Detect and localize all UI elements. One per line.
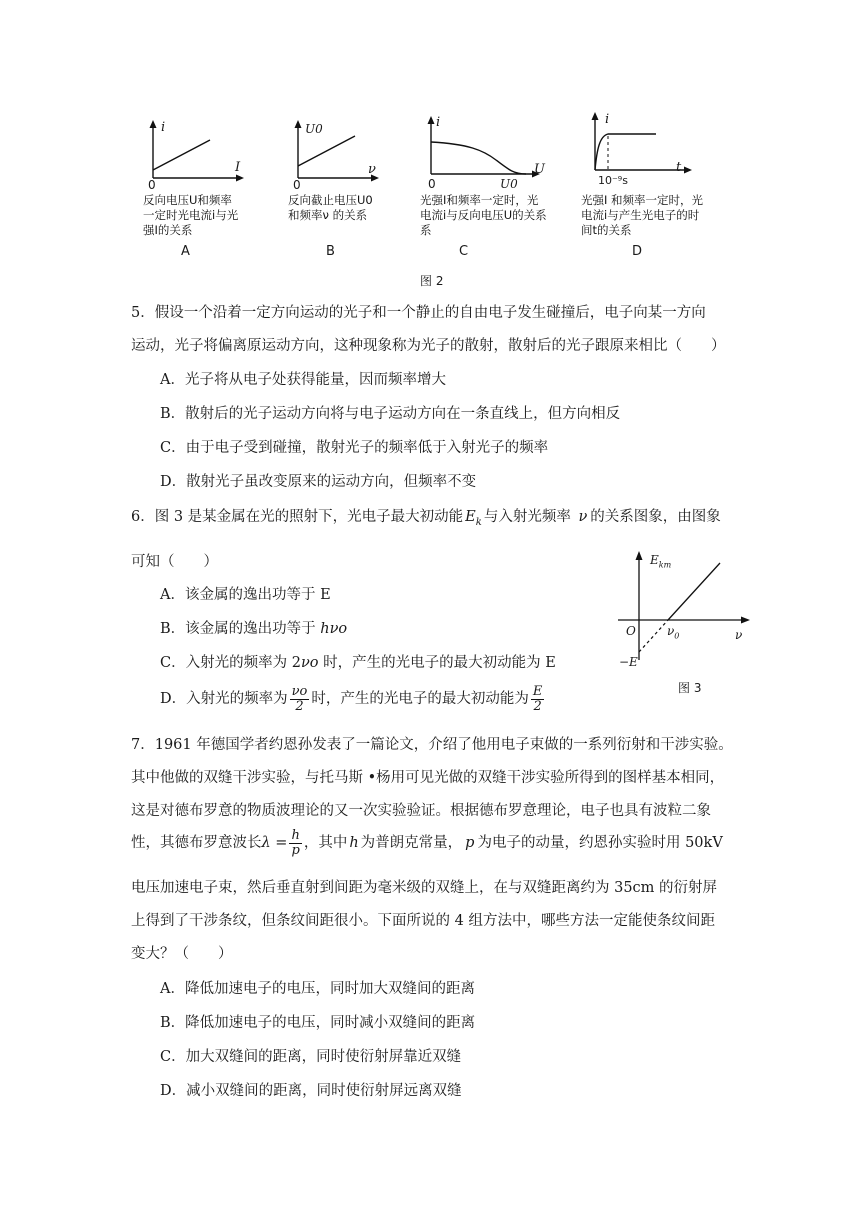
graph-d-x-label: t bbox=[676, 160, 682, 175]
figure-3-origin: O bbox=[626, 624, 636, 638]
graph-d bbox=[582, 108, 702, 180]
graph-a-y-label: i bbox=[161, 120, 166, 135]
q7-line1: 7．1961 年德国学者约恩孙发表了一篇论文，介绍了他用电子束做的一系列衍射和干涉实验。 bbox=[131, 737, 733, 753]
q7-line2: 其中他做的双缝干涉实验，与托马斯 •杨用可见光做的双缝干涉实验所得到的图样基本相同， bbox=[131, 770, 725, 786]
figure-3-y-label: $E_{km}$ bbox=[650, 553, 672, 570]
graph-b-letter: B bbox=[326, 244, 335, 259]
graph-c-y-label: i bbox=[436, 115, 441, 130]
figure-3-caption: 图 3 bbox=[678, 681, 702, 695]
graph-b-y-label: U0 bbox=[305, 122, 323, 136]
graph-d-y-label: i bbox=[605, 112, 610, 127]
figure-2-caption: 图 2 bbox=[420, 274, 444, 288]
graph-a-origin: 0 bbox=[148, 178, 156, 192]
q7-line7: 变大？（ ） bbox=[131, 946, 233, 962]
q5-option-a: A．光子将从电子处获得能量，因而频率增大 bbox=[160, 372, 446, 388]
q5-stem-line1: 5．假设一个沿着一定方向运动的光子和一个静止的自由电子发生碰撞后，电子向某一方向 bbox=[131, 305, 706, 321]
q6-option-c: C．入射光的频率为 2νo 时，产生的光电子的最大初动能为 E bbox=[160, 655, 556, 671]
q5-stem-line2: 运动，光子将偏离原运动方向，这种现象称为光子的散射，散射后的光子跟原来相比（ ） bbox=[131, 338, 726, 354]
figure-3-x-label: ν bbox=[735, 628, 743, 642]
graph-c-origin: 0 bbox=[428, 177, 436, 191]
q7-option-c: C．加大双缝间的距离，同时使衍射屏靠近双缝 bbox=[160, 1049, 462, 1065]
q7-line3: 这是对德布罗意的物质波理论的又一次实验验证。根据德布罗意理论，电子也具有波粒二象 bbox=[131, 803, 711, 819]
figure-3-nu0: $\nu_0$ bbox=[667, 624, 680, 641]
graph-d-caption: 光强I 和频率一定时，光 电流i与产生光电子的时 间t的关系 bbox=[581, 193, 704, 237]
graph-a-letter: A bbox=[181, 244, 190, 259]
graph-a-x-label: I bbox=[235, 160, 241, 175]
q6-option-b: B．该金属的逸出功等于 hνo bbox=[160, 621, 348, 637]
graph-d-time-mark: 10⁻⁹s bbox=[598, 174, 628, 187]
graph-d-letter: D bbox=[632, 244, 643, 259]
q7-option-b: B．降低加速电子的电压，同时减小双缝间的距离 bbox=[160, 1015, 476, 1031]
q7-line4: 性，其德布罗意波长λ = $\frac{h}{p}$ ，其中 h 为普朗克常量， p 为电子的动量，约恩孙实验时用 50kV bbox=[131, 827, 723, 858]
graph-c-u0-mark: U0 bbox=[500, 177, 518, 191]
figure-3-graph bbox=[610, 548, 760, 670]
q5-option-b: B．散射后的光子运动方向将与电子运动方向在一条直线上，但方向相反 bbox=[160, 406, 621, 422]
q6-option-a: A．该金属的逸出功等于 E bbox=[160, 587, 331, 603]
graph-b-caption: 反向截止电压U0 和频率ν 的关系 bbox=[288, 193, 373, 222]
q6-option-d: D．入射光的频率为 $\frac{\nu o}{2}$ 时，产生的光电子的最大初动能为 $\frac{E}{2}$ bbox=[160, 683, 543, 714]
q6-stem-line2: 可知（ ） bbox=[131, 554, 218, 570]
figure-3-neg-e: −E bbox=[619, 655, 638, 669]
q7-line5: 电压加速电子束，然后垂直射到间距为毫米级的双缝上，在与双缝距离约为 35cm 的衍射屏 bbox=[131, 880, 718, 896]
graph-a-caption: 反向电压U和频率 一定时光电流i与光 强I的关系 bbox=[143, 193, 239, 237]
q7-option-a: A．降低加速电子的电压，同时加大双缝间的距离 bbox=[160, 981, 475, 997]
graph-b bbox=[285, 118, 395, 196]
q6-stem-line1: 6．图 3 是某金属在光的照射下，光电子最大初动能 $E_k$ 与入射光频率 ν 的关系图象，由图象 bbox=[131, 509, 721, 528]
q5-option-d: D．散射光子虽改变原来的运动方向，但频率不变 bbox=[160, 474, 477, 490]
q7-line6: 上得到了干涉条纹，但条纹间距很小。下面所说的 4 组方法中，哪些方法一定能使条纹间距 bbox=[131, 913, 715, 929]
q7-option-d: D．减小双缝间的距离，同时使衍射屏远离双缝 bbox=[160, 1083, 462, 1099]
graph-c-x-label: U bbox=[534, 162, 545, 177]
graph-a bbox=[140, 118, 260, 196]
graph-c-letter: C bbox=[459, 244, 469, 259]
q5-option-c: C．由于电子受到碰撞，散射光子的频率低于入射光子的频率 bbox=[160, 440, 549, 456]
graph-b-x-label: ν bbox=[368, 162, 376, 177]
graph-c-caption: 光强I和频率一定时，光 电流i与反向电压U的关系 系 bbox=[420, 193, 547, 237]
graph-b-origin: 0 bbox=[293, 178, 301, 192]
